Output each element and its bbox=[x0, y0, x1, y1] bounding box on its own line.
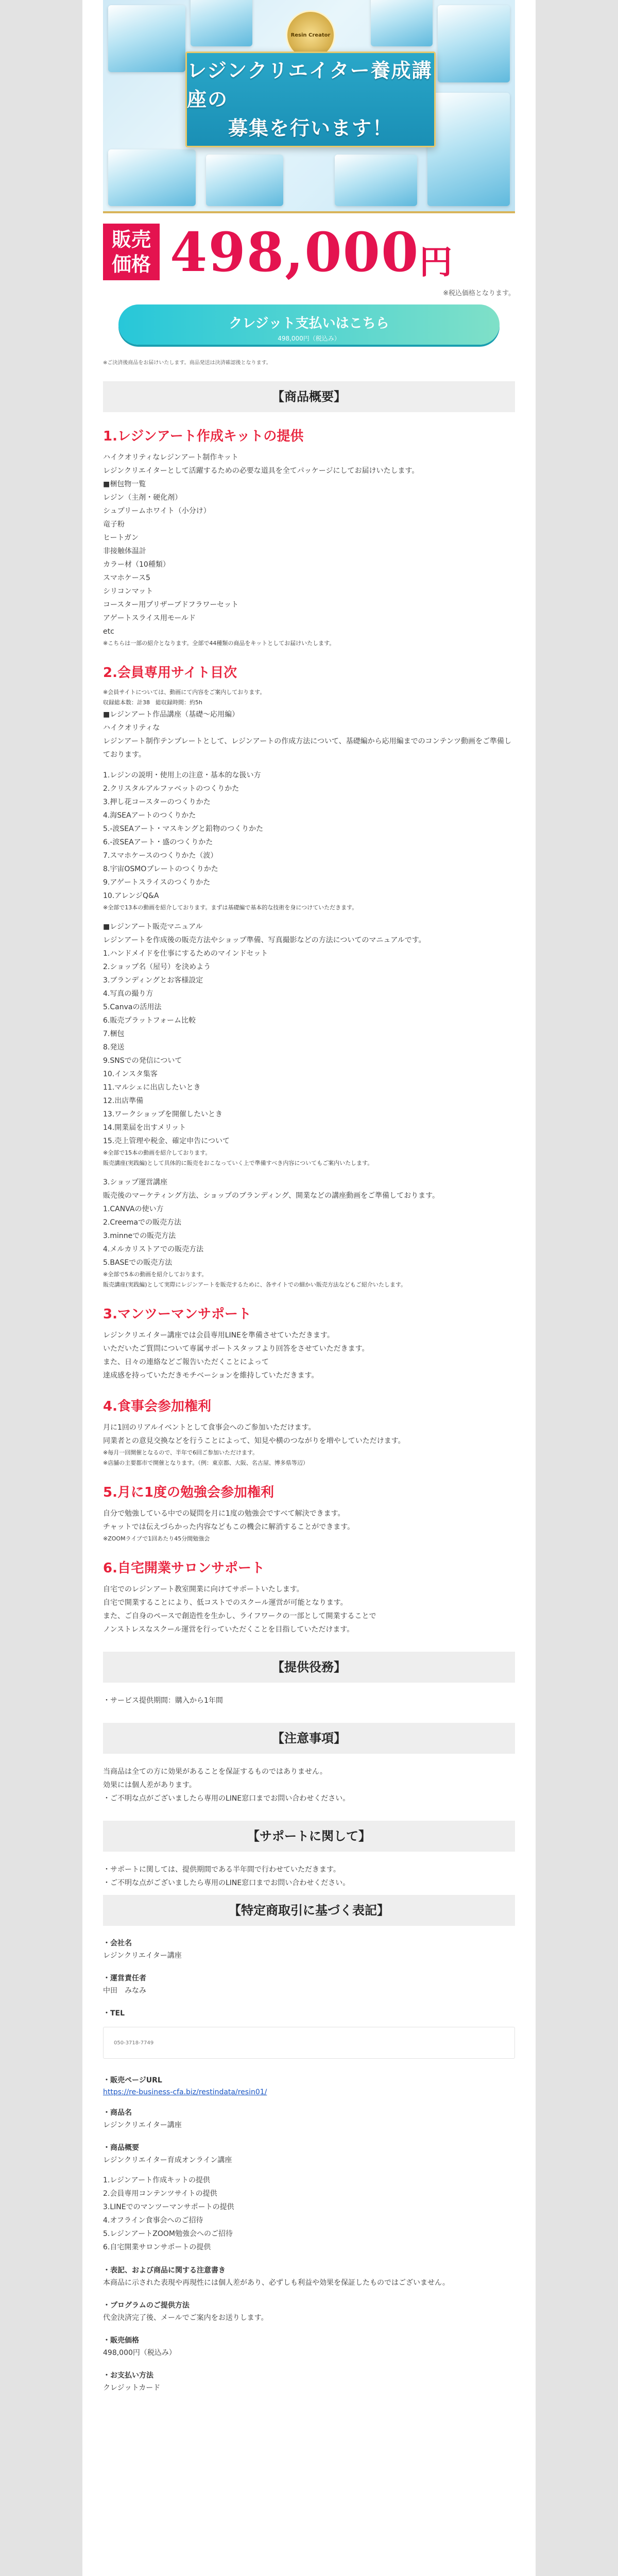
section-title-service: 【提供役務】 bbox=[103, 1652, 515, 1683]
list-item: 2.クリスタルアルファベットのつくりかた bbox=[103, 785, 239, 793]
list-item: 1.レジンアート作成キットの提供 bbox=[103, 2176, 210, 2184]
list-item: 4.写真の撮り方 bbox=[103, 990, 153, 998]
price-tag bbox=[103, 224, 160, 280]
hero-title-line2: 募集を行います！ bbox=[228, 117, 393, 140]
price-row bbox=[103, 218, 515, 285]
heading-member-site: 2.会員専用サイト目次 bbox=[103, 665, 237, 681]
list-item: 8.宇宙OSMOプレートのつくりかた bbox=[103, 865, 218, 873]
list-item: 2.Creemaでの販売方法 bbox=[103, 1218, 182, 1227]
list-item: 3.minneでの販売方法 bbox=[103, 1232, 176, 1240]
part2-note: ※全部で15本の動画を紹介しております。 販売講座(実践編)として具体的に販売をおこなっていく上で準備すべき内容についてもご案内いたします。 bbox=[103, 1149, 373, 1166]
list-item: コースター用プリザーブドフラワーセット bbox=[103, 601, 239, 609]
list-item: 15.売上管理や税金、確定申告について bbox=[103, 1137, 230, 1145]
law-summary-label: ・商品概要 bbox=[103, 2144, 139, 2152]
list-item: 非接触体温計 bbox=[103, 547, 146, 555]
list-item: 11.マルシェに出店したいとき bbox=[103, 1083, 201, 1092]
heading-study-session: 5.月に1度の勉強会参加権利 bbox=[103, 1485, 274, 1500]
list-item: 14.開業届を出すメリット bbox=[103, 1124, 186, 1132]
law-company-value: レジンクリエイター講座 bbox=[103, 1952, 182, 1960]
list-item: 竜子粉 bbox=[103, 520, 125, 529]
support-body: ・サポートに関しては、提供期間である半年間で行わせていただきます。 ・ご不明な点がございましたら専用のLINE窓口までお問い合わせください。 bbox=[103, 1866, 350, 1887]
list-item: 6.販売プラットフォーム比較 bbox=[103, 1016, 196, 1025]
list-item: 3.押し花コースターのつくりかた bbox=[103, 798, 211, 806]
list-item: レジン（主剤・硬化剤） bbox=[103, 494, 182, 502]
hero-title-frame bbox=[185, 52, 436, 147]
member-site-part1-intro: ハイクオリティな レジンアート制作テンプレートとして、レジンアートの作成方法について、基礎編から応用編までのコンテンツ動画をご準備しております。 bbox=[103, 724, 511, 759]
member-site-notes: ※会員サイトについては、動画にて内容をご案内しております。 収録総本数：計38 総収録時間：約5h bbox=[103, 689, 266, 706]
study-session-body: 自分で勉強している中での疑問を月に1度の勉強会ですべて解決できます。 チャットでは伝えづらかった内容などもこの機会に解消することができます。 bbox=[103, 1510, 355, 1531]
credit-payment-button[interactable] bbox=[118, 304, 500, 345]
payment-note: ※ご決済後商品をお届けいたします。商品発送は決済確認後となります。 bbox=[103, 360, 271, 366]
section-title-support: 【サポートに関して】 bbox=[103, 1821, 515, 1852]
list-item: 2.会員専用コンテンツサイトの提供 bbox=[103, 2190, 217, 2198]
law-tel-label: ・TEL bbox=[103, 2009, 125, 2018]
hero-photo-tile bbox=[335, 155, 417, 206]
heading-dinner: 4.食事会参加権利 bbox=[103, 1399, 211, 1414]
list-item: 2.ショップ名（屋号）を決めよう bbox=[103, 963, 211, 971]
law-payment-label: ・お支払い方法 bbox=[103, 2371, 153, 2380]
law-summary-value: レジンクリエイター育成オンライン講座 bbox=[103, 2156, 232, 2164]
list-item: 6.-波SEAアート・盛のつくりかた bbox=[103, 838, 213, 846]
cta-main-label: クレジット支払いはこちら bbox=[229, 316, 389, 331]
mentoring-body: レジンクリエイター講座では会員専用LINEを準備させていただきます。 いただいたご質問について専属サポートスタッフより回答をさせていただきます。 また、日々の連絡などご報告いただくことによって 達成感を持っていただきモチベーションを維持していただきます。 bbox=[103, 1331, 369, 1380]
list-item: 1.CANVAの使い方 bbox=[103, 1205, 164, 1213]
price-amount: 498,000 bbox=[170, 220, 420, 284]
list-item: etc bbox=[103, 628, 114, 636]
price-tag-line1: 販売 bbox=[111, 228, 151, 251]
list-item: 10.アレンジQ&A bbox=[103, 892, 159, 900]
law-delivery-value: 代金決済完了後、メールでご案内をお送りします。 bbox=[103, 2314, 268, 2322]
tax-note: ※税込価格となります。 bbox=[443, 290, 515, 297]
kit-intro: ハイクオリティなレジンアート制作キット レジンクリエイターとして活躍するための必要な道具を全てパッケージにしてお届けいたします。 ■梱包物一覧 bbox=[103, 453, 419, 488]
law-quality-value: 本商品に示された表現や再現性には個人差があり、必ずしも利益や効果を保証したものではございません。 bbox=[103, 2279, 450, 2287]
kit-note: ※こちらは一部の紹介となります。全部で44種類の商品をキットとしてお届けいたします。 bbox=[103, 640, 335, 647]
list-item: 13.ワークショップを開催したいとき bbox=[103, 1110, 222, 1118]
hero-title-line1: レジンクリエイター養成講座の bbox=[187, 59, 433, 111]
law-price-label: ・販売価格 bbox=[103, 2336, 139, 2345]
part3-list bbox=[103, 1202, 515, 1269]
law-manager-value: 中田 みなみ bbox=[103, 1987, 146, 1995]
list-item: 10.インスタ集客 bbox=[103, 1070, 158, 1078]
service-period-body: ・サービス提供期間：購入から1年間 bbox=[103, 1697, 223, 1705]
member-site-part1-title: ■レジンアート作品講座（基礎〜応用編） bbox=[103, 710, 239, 719]
law-quality-label: ・表記、および商品に関する注意書き bbox=[103, 2266, 226, 2275]
kit-item-list bbox=[103, 491, 515, 638]
list-item: カラー材（10種類） bbox=[103, 561, 170, 569]
list-item: 7.梱包 bbox=[103, 1030, 125, 1038]
price-tag-line2: 価格 bbox=[111, 253, 151, 276]
list-item: 6.自宅開業サロンサポートの提供 bbox=[103, 2243, 211, 2251]
hero-photo-tile bbox=[206, 155, 283, 206]
part2-list bbox=[103, 947, 515, 1148]
hero-photo-tile bbox=[427, 93, 510, 206]
part1-note: ※全部で13本の動画を紹介しております。まずは基礎編で基本的な技術を身につけていただきます。 bbox=[103, 904, 358, 911]
list-item: 5.Canvaの活用法 bbox=[103, 1003, 162, 1011]
hero-photo-tile bbox=[438, 5, 510, 82]
law-url-label: ・販売ページURL bbox=[103, 2076, 162, 2084]
list-item: 1.レジンの説明・使用上の注意・基本的な扱い方 bbox=[103, 771, 261, 779]
law-manager-label: ・運営責任者 bbox=[103, 1974, 146, 1982]
list-item: 4.オフライン食事会へのご招待 bbox=[103, 2216, 203, 2225]
list-item: ヒートガン bbox=[103, 534, 139, 542]
list-item: シュプリームホワイト（小分け） bbox=[103, 507, 211, 515]
list-item: 5.-波SEAアート・マスキングと鉛物のつくりかた bbox=[103, 825, 264, 833]
heading-home-salon: 6.自宅開業サロンサポート bbox=[103, 1561, 265, 1576]
list-item: 5.レジンアートZOOM勉強会へのご招待 bbox=[103, 2230, 233, 2238]
dinner-body: 月に1回のリアルイベントとして食事会へのご参加いただけます。 同業者との意見交換などを行うことによって、知見や横のつながりを増やしていただけます。 bbox=[103, 1423, 405, 1445]
law-delivery-label: ・プログラムのご提供方法 bbox=[103, 2301, 190, 2310]
list-item: アゲートスライス用モールド bbox=[103, 614, 196, 622]
hero-photo-tile bbox=[108, 149, 196, 206]
list-item: 5.BASEでの販売方法 bbox=[103, 1259, 173, 1267]
heading-mentoring: 3.マンツーマンサポート bbox=[103, 1307, 251, 1322]
list-item: シリコンマット bbox=[103, 587, 153, 596]
member-site-part3-title: 3.ショップ運営講座 bbox=[103, 1178, 168, 1187]
page-column bbox=[82, 0, 536, 2576]
law-company-label: ・会社名 bbox=[103, 1939, 132, 1947]
law-product-label: ・商品名 bbox=[103, 2109, 132, 2117]
dinner-note: ※毎月一回開催となるので、半年で6回ご参加いただけます。 ※店舗の主要都市で開催となります。（例：東京都、大阪、名古屋、博多県等辺） bbox=[103, 1449, 308, 1466]
list-item: 4.メルカリストアでの販売方法 bbox=[103, 1245, 204, 1253]
section-title-caution: 【注意事項】 bbox=[103, 1723, 515, 1754]
part3-note: ※全部で5本の動画を紹介しております。 販売講座(実践編)として実際にレジンアートを販売するために、各サイトでの細かい販売方法などもご紹介いたします。 bbox=[103, 1271, 407, 1288]
study-session-note: ※ZOOMライブで1回あたり45分間勉強会 bbox=[103, 1535, 210, 1542]
hero-photo-tile bbox=[371, 0, 433, 46]
hero-photo-tile bbox=[108, 5, 185, 72]
cta-sub-label: 498,000円（税込み） bbox=[278, 335, 340, 342]
list-item: 7.スマホケースのつくりかた（波） bbox=[103, 852, 218, 860]
list-item: 8.発送 bbox=[103, 1043, 125, 1052]
law-payment-value: クレジットカード bbox=[103, 2384, 161, 2392]
law-tel-box: 050-3718-7749 bbox=[103, 2027, 515, 2059]
price-unit: 円 bbox=[419, 243, 453, 282]
hero-banner bbox=[103, 0, 515, 213]
heading-kit: 1.レジンアート作成キットの提供 bbox=[103, 429, 304, 444]
hero-badge: Resin Creator bbox=[286, 10, 335, 60]
law-price-value: 498,000円（税込み） bbox=[103, 2349, 176, 2357]
list-item: 9.アゲートスライスのつくりかた bbox=[103, 878, 211, 887]
part1-list bbox=[103, 769, 515, 903]
law-product-value: レジンクリエイター講座 bbox=[103, 2121, 182, 2129]
caution-body: 当商品は全ての方に効果があることを保証するものではありません。 効果には個人差があります。 ・ご不明な点がございましたら専用のLINE窓口までお問い合わせください。 bbox=[103, 1768, 350, 1803]
list-item: 1.ハンドメイドを仕事にするためのマインドセット bbox=[103, 950, 268, 958]
hero-photo-tile bbox=[191, 0, 252, 46]
member-site-part2-title: ■レジンアート販売マニュアル bbox=[103, 923, 203, 931]
sales-page-link[interactable]: https://re-business-cfa.biz/restindata/resin01/ bbox=[103, 2088, 267, 2096]
list-item: 3.LINEでのマンツーマンサポートの提供 bbox=[103, 2203, 234, 2211]
home-salon-body: 自宅でのレジンアート教室開業に向けてサポートいたします。 自宅で開業することにより、低コストでのスクール運営が可能となります。 また、ご自身のペースで創造性を生かし、ライフワークの一部として開業することで ノンストレスなスクール運営を行っていただくことを目指していただけます。 bbox=[103, 1585, 376, 1634]
list-item: 4.海SEAアートのつくりかた bbox=[103, 811, 196, 820]
list-item: 12.出店準備 bbox=[103, 1097, 144, 1105]
member-site-part2-intro: レジンアートを作成後の販売方法やショップ準備、写真撮影などの方法についてのマニュアルです。 bbox=[103, 936, 426, 944]
section-title-overview: 【商品概要】 bbox=[103, 381, 515, 412]
member-site-part3-intro: 販売後のマーケティング方法、ショップのブランディング、開業などの講座動画をご準備しております。 bbox=[103, 1192, 439, 1200]
section-title-law: 【特定商取引に基づく表記】 bbox=[103, 1895, 515, 1926]
list-item: 9.SNSでの発信について bbox=[103, 1057, 182, 1065]
list-item: スマホケース5 bbox=[103, 574, 150, 582]
list-item: 3.ブランディングとお客様設定 bbox=[103, 976, 203, 985]
law-summary-list bbox=[103, 2174, 515, 2254]
